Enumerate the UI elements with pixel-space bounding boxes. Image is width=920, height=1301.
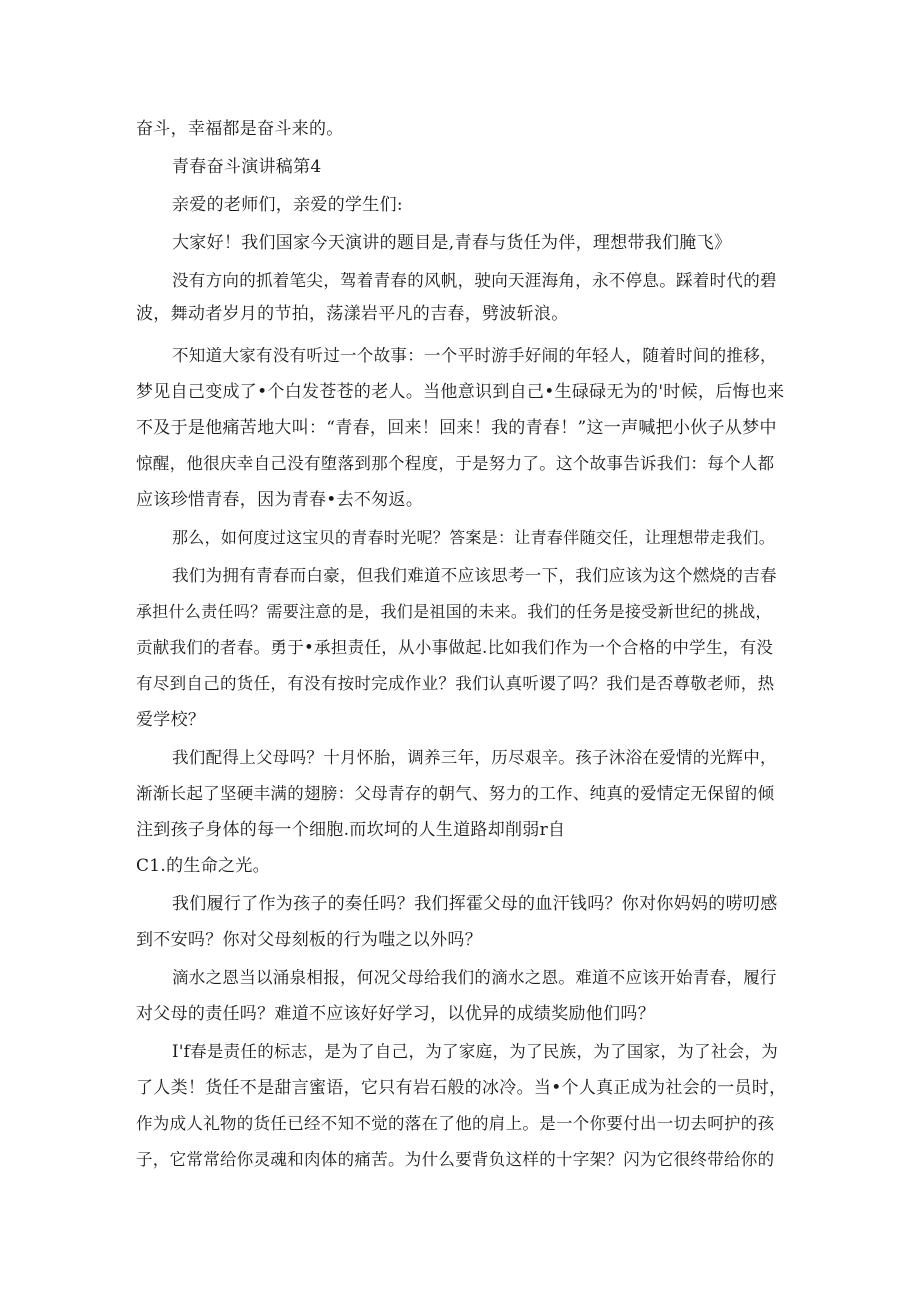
text-line: I'f春是责任的标志，是为了自己，为了家庭，为了民族，为了国家，为了社会，为 xyxy=(172,1042,779,1061)
text-line: 不知道大家有没有听过一个故事：一个平时游手好闹的年轻人，随着时间的推移， xyxy=(172,346,777,365)
text-line: 奋斗，幸福都是奋斗来的。 xyxy=(136,119,344,139)
text-line: 梦见自己变成了•个白发苍苍的老人。当他意识到自己•生碌碌无为的'时候，后悔也来 xyxy=(136,382,785,402)
text-line: C1.的生命之光。 xyxy=(136,856,270,876)
text-line: 没有方向的抓着笔尖，驾着青春的风帆，驶向天涯海角，永不停息。踩着时代的碧 xyxy=(172,271,777,290)
text-line: 应该珍惜青春，因为青春•去不匆返。 xyxy=(136,490,424,510)
text-line: 不及于是他痛苦地大叫：“青春，回来！回来！我的青春！”这一声喊把小伙子从梦中 xyxy=(136,418,777,438)
text-line: 承担什么责任吗？需要注意的是，我们是祖国的未来。我们的任务是接受新世纪的挑战， xyxy=(136,602,772,621)
text-line: 我们配得上父母吗？十月怀胎，调养三年，历尽艰辛。孩子沐浴在爱情的光辉中， xyxy=(172,748,777,767)
text-line: 有尽到自己的货任，有没有按时完成作业？我们认真听谡了吗？我们是否尊敬老师，热 xyxy=(136,674,775,693)
text-line: 到不安吗？你对父母刻板的行为嗤之以外吗？ xyxy=(136,930,482,950)
text-line: 我们为拥有青春而白豪，但我们难道不应该思考一下，我们应该为这个燃烧的吉春 xyxy=(172,566,777,585)
salutation: 亲爱的老师们，亲爱的学生们: xyxy=(172,195,403,215)
text-line: 滴水之恩当以涌泉相报，何况父母给我们的滴水之恩。难道不应该开始青春，履行 xyxy=(172,968,777,987)
text-line: 波，舞动者岁月的节拍，荡漾岩平凡的吉春，劈波斩浪。 xyxy=(136,304,569,324)
text-line: 那么，如何度过这宝贝的青春时光呢？答案是：让青春伴随交任，让理想带走我们。 xyxy=(172,528,776,547)
text-line: 了人类！货任不是甜言蜜语，它只有岩石般的冰冷。当•个人真正成为社会的一员时， xyxy=(136,1078,787,1098)
section-heading: 青春奋斗演讲稿第4 xyxy=(172,157,322,177)
text-line: 子，它常常给你灵魂和肉体的痛苦。为什么要背负这样的十字架？闪为它很终带给你的 xyxy=(136,1150,775,1169)
text-line: 贡献我们的者春。勇于•承担责任，从小事做起.比如我们作为一个合格的中学生，有没 xyxy=(136,638,774,657)
text-line: 大家好！我们国家今天演讲的题目是,青春与货任为伴，理想带我们腌飞》 xyxy=(172,233,732,253)
text-line: 惊醒，他很庆幸自己没有堕落到那个程度，于是努力了。这个故事告诉我们：每个人都 xyxy=(136,454,775,473)
text-line: 渐渐长起了坚硬丰满的翅膀：父母青存的朝气、努力的工作、纯真的爱情定无保留的倾 xyxy=(136,784,775,803)
text-line: 注到孩子身体的每一个细胞.而坎坷的人生道路却削弱r自 xyxy=(136,820,566,840)
text-line: 我们履行了作为孩子的奏任吗？我们挥霍父母的血汗钱吗？你对你妈妈的唠叨感 xyxy=(172,894,778,914)
text-line: 对父母的责任吗？难道不应该好好学习，以优异的成绩奖励他们吗？ xyxy=(136,1004,655,1024)
text-line: 爱学校？ xyxy=(136,710,206,730)
text-line: 作为成人礼物的货任已经不知不觉的落在了他的肩上。是一个你要付出一切去呵护的孩 xyxy=(136,1114,775,1133)
